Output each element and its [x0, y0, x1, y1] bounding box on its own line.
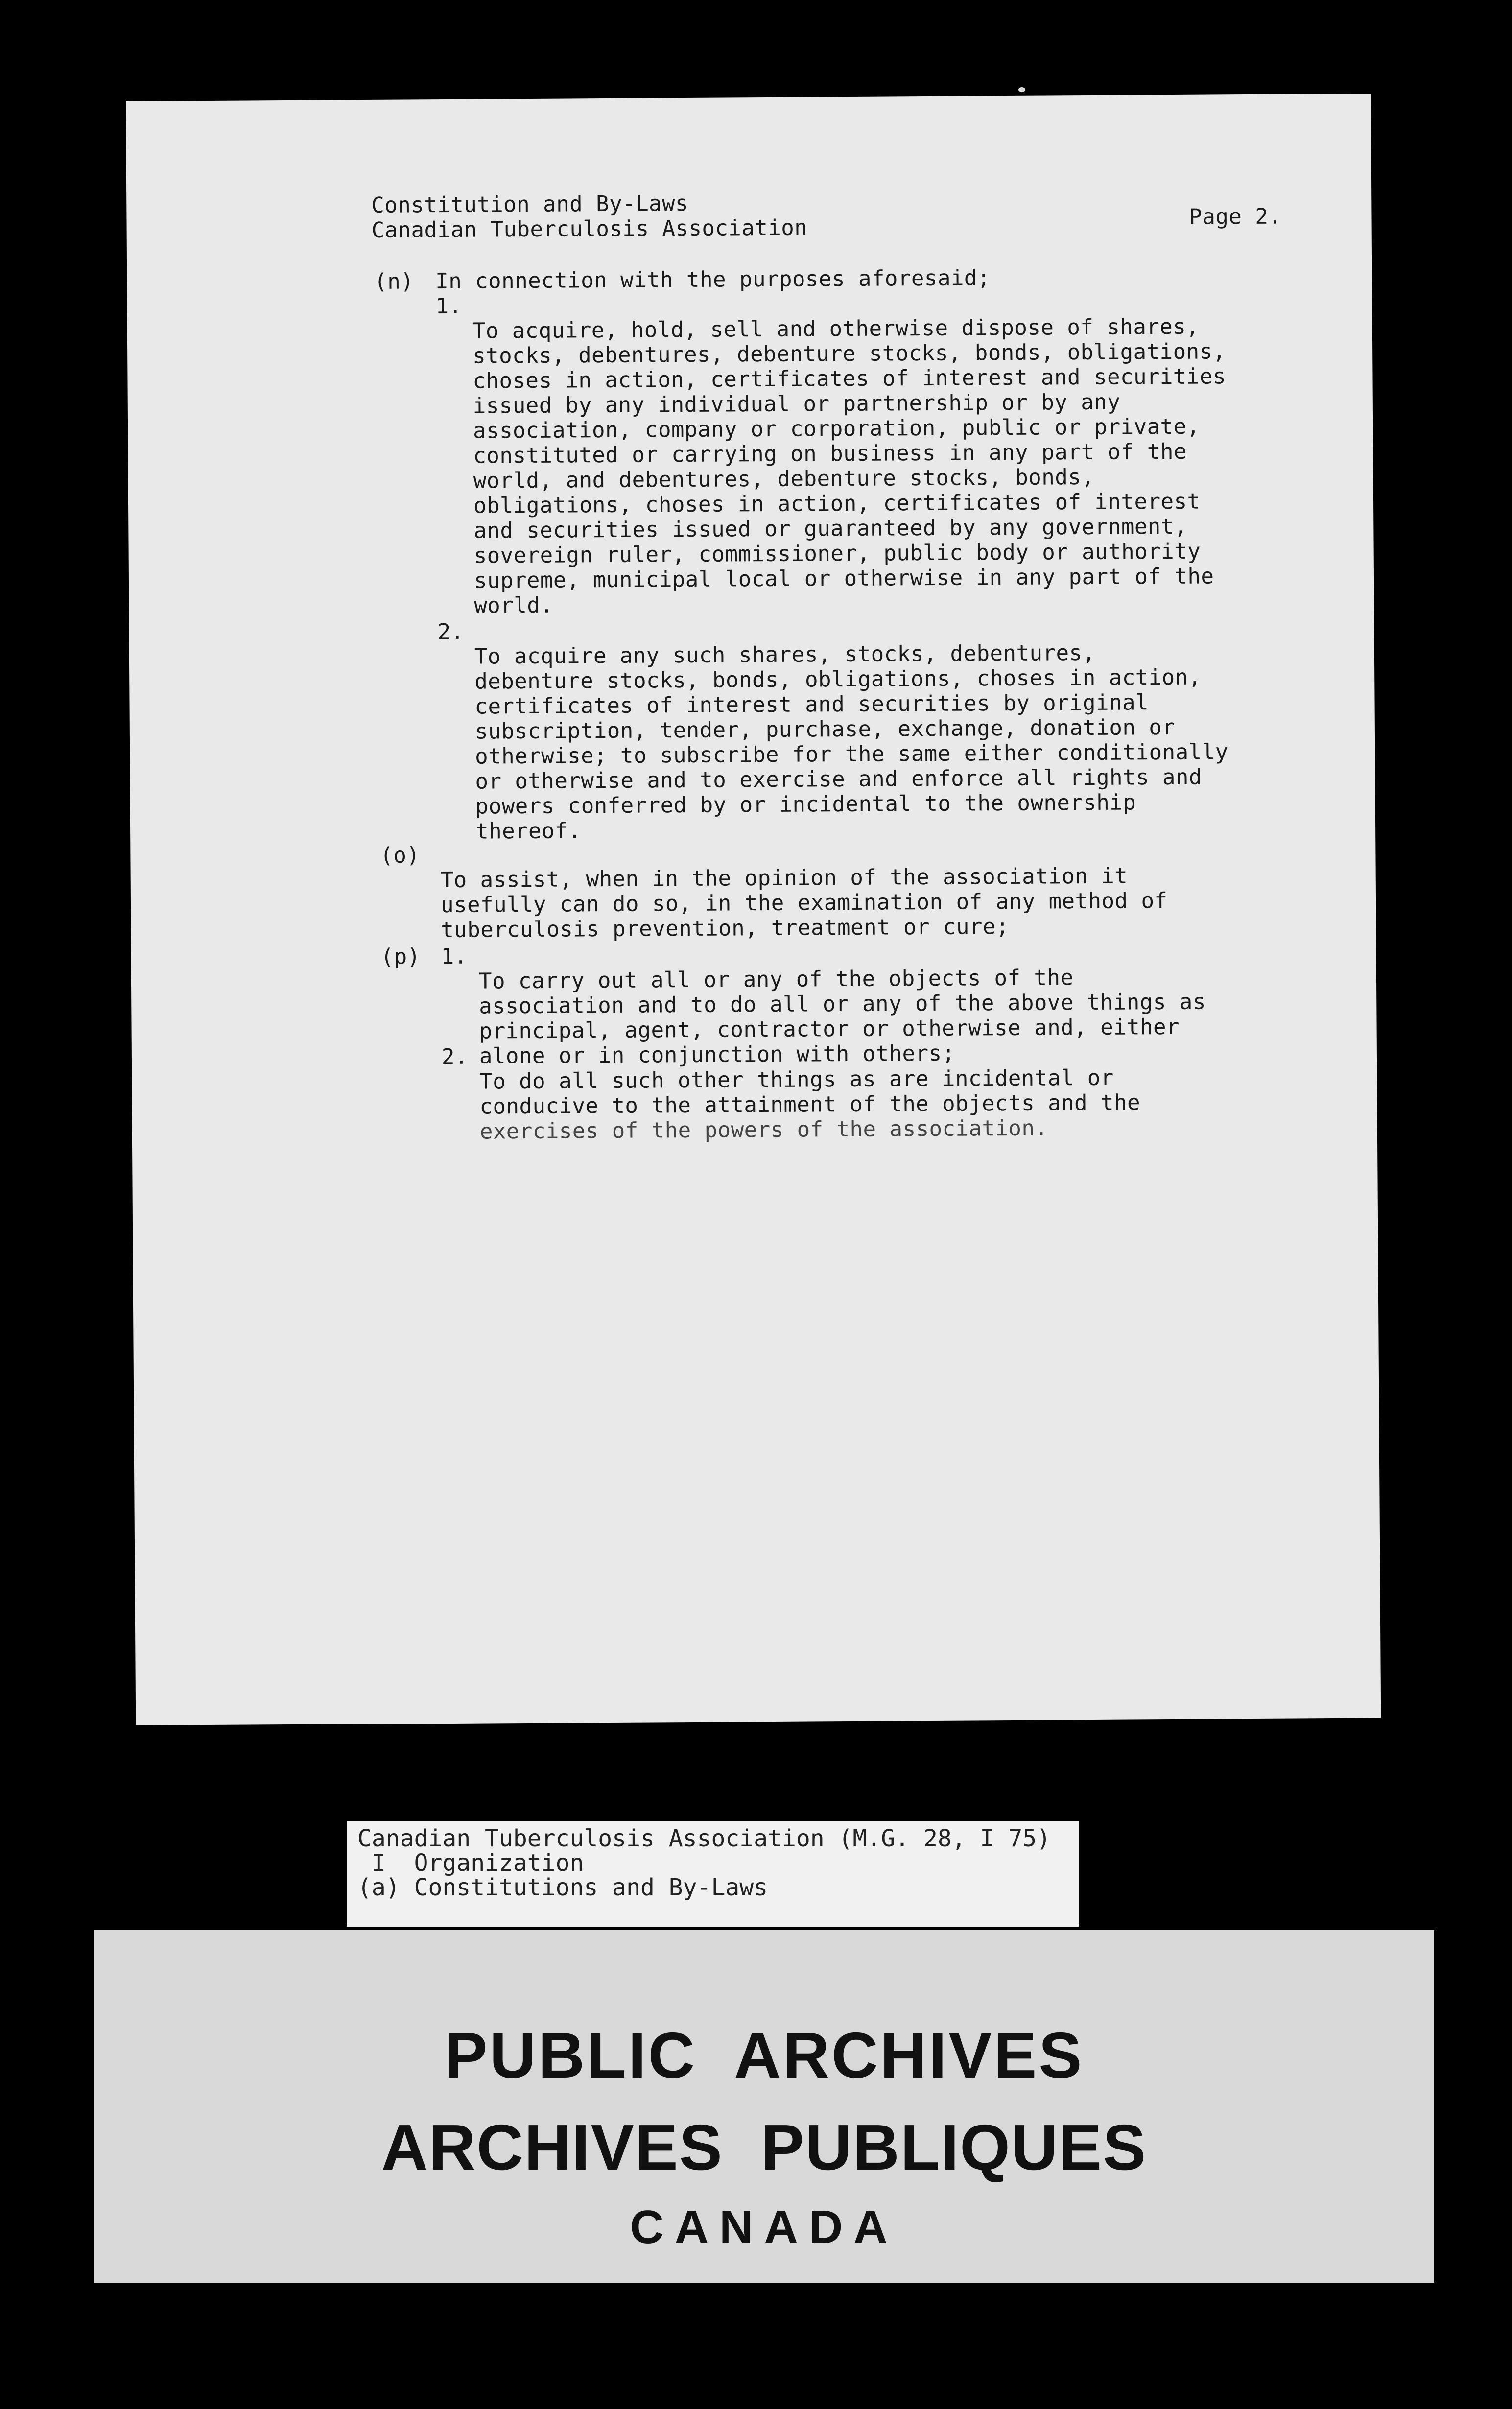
archive-reference-card — [347, 1821, 1079, 1927]
item-label-p1: 1. — [441, 944, 468, 969]
text-line: and securities issued or guaranteed by any government, — [473, 514, 1187, 543]
item-label-n2: 2. — [437, 619, 464, 645]
section-label-n: (n) — [374, 269, 414, 294]
text-line: constituted or carrying on business in any part of the — [473, 439, 1187, 469]
item-label-n1: 1. — [435, 293, 462, 319]
section-n-text: In connection with the purposes aforesaid; — [435, 265, 991, 294]
text-line: To assist, when in the opinion of the association it — [440, 863, 1128, 893]
card-line-2: I Organization — [357, 1849, 584, 1877]
item-n1-text — [472, 289, 1228, 668]
banner-line-2: ARCHIVES PUBLIQUES — [381, 2111, 1147, 2183]
text-line: obligations, choses in action, certificates of interest — [473, 489, 1201, 519]
text-line: choses in action, certificates of interest and securities — [472, 364, 1227, 394]
banner-line-3: CANADA — [630, 2201, 898, 2253]
archives-banner — [94, 1930, 1434, 2283]
text-line: or otherwise and to exercise and enforce all rights and — [475, 764, 1203, 794]
banner-line-1: PUBLIC ARCHIVES — [444, 2019, 1084, 2091]
text-line: certificates of interest and securities by original — [474, 690, 1149, 719]
page-number: Page 2. — [1189, 204, 1282, 230]
item-p2-text — [479, 1040, 1141, 1194]
text-line: powers conferred by or incidental to the ownership — [475, 790, 1136, 819]
header-line-2: Canadian Tuberculosis Association — [371, 215, 808, 243]
item-label-p2: 2. — [441, 1044, 469, 1070]
text-line: To do all such other things as are incidental or — [479, 1065, 1114, 1094]
card-line-3: (a) Constitutions and By-Laws — [357, 1874, 768, 1901]
text-line: thereof. — [475, 818, 582, 844]
text-line: otherwise; to subscribe for the same either conditionally — [475, 739, 1228, 769]
text-line: supreme, municipal local or otherwise in any part of the — [473, 564, 1214, 593]
document-page — [126, 94, 1381, 1725]
text-line: tuberculosis prevention, treatment or cure; — [441, 914, 1010, 943]
section-label-o: (o) — [380, 843, 420, 868]
header-line-1: Constitution and By-Laws — [371, 190, 689, 218]
text-line: usefully can do so, in the examination of any method of — [440, 888, 1168, 918]
text-line: association and to do all or any of the above things as — [479, 989, 1206, 1019]
text-line: sovereign ruler, commissioner, public body or authority — [473, 539, 1201, 568]
text-line: principal, agent, contractor or otherwise and, either — [479, 1014, 1180, 1044]
text-line: world, and debentures, debenture stocks, bonds, — [473, 464, 1095, 494]
text-line: association, company or corporation, public or private, — [472, 414, 1200, 444]
text-line: exercises of the powers of the association. — [479, 1115, 1048, 1144]
section-label-p: (p) — [380, 944, 421, 969]
text-line: subscription, tender, purchase, exchange, donation or — [474, 714, 1176, 744]
text-line: debenture stocks, bonds, obligations, choses in action, — [474, 664, 1202, 694]
text-line: conducive to the attainment of the objects and the — [479, 1090, 1141, 1119]
text-line: To acquire, hold, sell and otherwise dispose of shares, — [472, 314, 1200, 344]
card-line-1: Canadian Tuberculosis Association (M.G. 28, I 75) — [357, 1825, 1051, 1852]
text-line: world. — [474, 592, 554, 618]
text-line: stocks, debentures, debenture stocks, bonds, obligations, — [472, 339, 1226, 369]
text-line: To carry out all or any of the objects of the — [478, 965, 1074, 994]
text-line: issued by any individual or partnership or by any — [472, 389, 1121, 419]
text-line: alone or in conjunction with others; — [479, 1040, 955, 1069]
document-header — [371, 190, 807, 243]
text-line: To acquire any such shares, stocks, debentures, — [474, 640, 1096, 669]
